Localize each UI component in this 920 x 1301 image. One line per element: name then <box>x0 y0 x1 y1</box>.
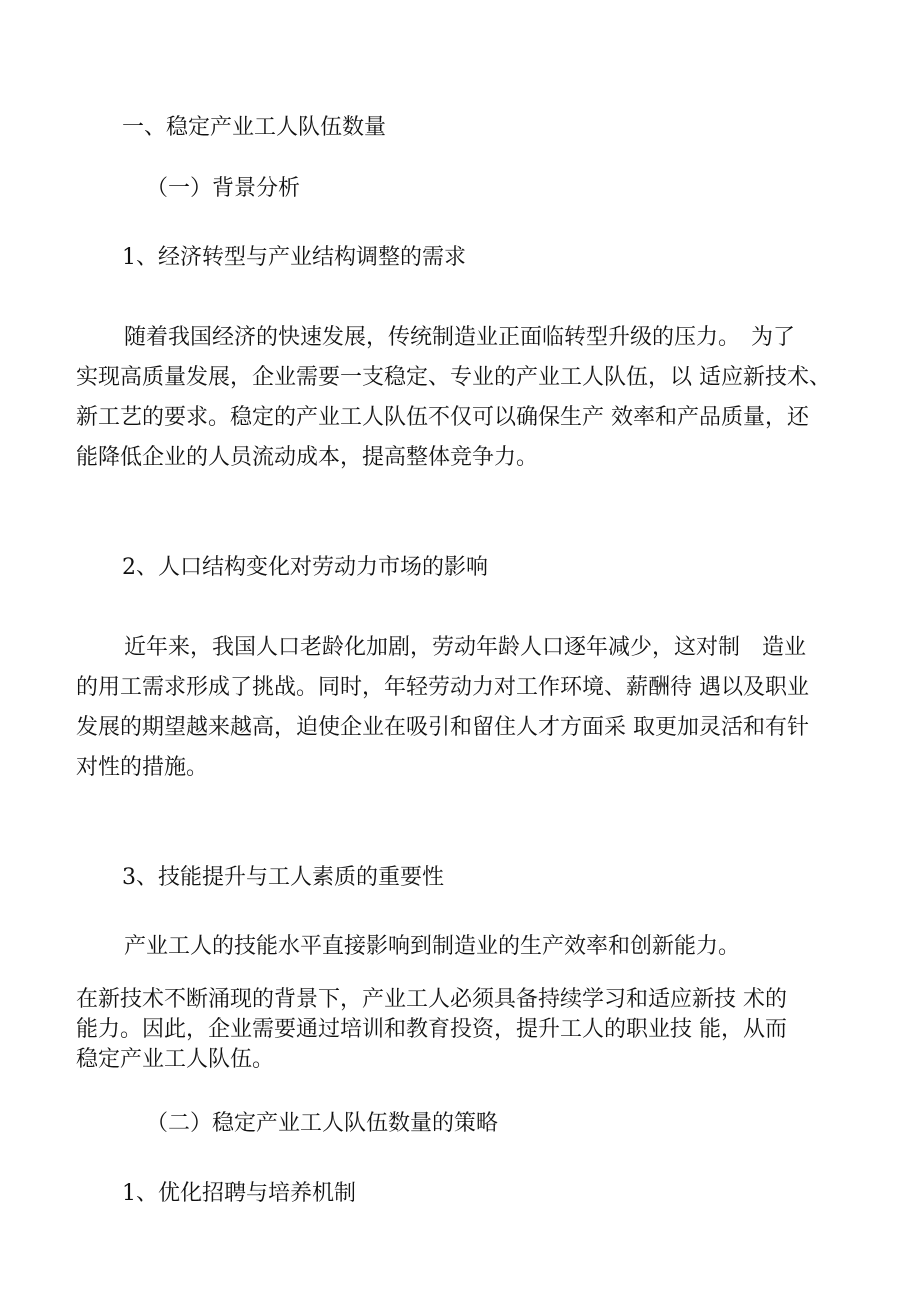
paragraph-line: 随着我国经济的快速发展，传统制造业正面临转型升级的压力。 为了 <box>124 325 796 350</box>
heading-main: 一、稳定产业工人队伍数量 <box>122 115 387 140</box>
paragraph-line: 稳定产业工人队伍。 <box>76 1047 275 1072</box>
item-title-skills: 3、技能提升与工人素质的重要性 <box>122 865 444 890</box>
item-title-recruitment: 1、优化招聘与培养机制 <box>122 1181 356 1206</box>
paragraph-skills-first-line: 产业工人的技能水平直接影响到制造业的生产效率和创新能力。 <box>124 934 741 959</box>
section-title-background: （一）背景分析 <box>146 176 301 201</box>
paragraph-line: 实现高质量发展，企业需要一支稳定、专业的产业工人队伍，以 适应新技术、 <box>76 365 831 390</box>
paragraph-economic-transition <box>76 318 840 478</box>
paragraph-line: 发展的期望越来越高，迫使企业在吸引和留住人才方面采 取更加灵活和有针 <box>76 715 809 740</box>
paragraph-line: 能力。因此，企业需要通过培训和教育投资，提升工人的职业技 能，从而 <box>76 1017 787 1042</box>
paragraph-skills <box>76 985 840 1075</box>
item-title-population-change: 2、人口结构变化对劳动力市场的影响 <box>122 555 488 580</box>
item-title-economic-transition: 1、经济转型与产业结构调整的需求 <box>122 245 466 270</box>
paragraph-line: 在新技术不断涌现的背景下，产业工人必须具备持续学习和适应新技 术的 <box>76 987 787 1012</box>
paragraph-line: 近年来，我国人口老龄化加剧，劳动年龄人口逐年减少，这对制 造业 <box>124 635 807 660</box>
paragraph-line: 对性的措施。 <box>76 755 209 780</box>
section-title-strategy: （二）稳定产业工人队伍数量的策略 <box>146 1111 499 1136</box>
paragraph-line: 能降低企业的人员流动成本，提高整体竞争力。 <box>76 445 539 470</box>
paragraph-population-change <box>76 628 840 788</box>
paragraph-line: 新工艺的要求。稳定的产业工人队伍不仅可以确保生产 效率和产品质量，还 <box>76 405 809 430</box>
paragraph-line: 的用工需求形成了挑战。同时，年轻劳动力对工作环境、薪酬待 遇以及职业 <box>76 675 809 700</box>
